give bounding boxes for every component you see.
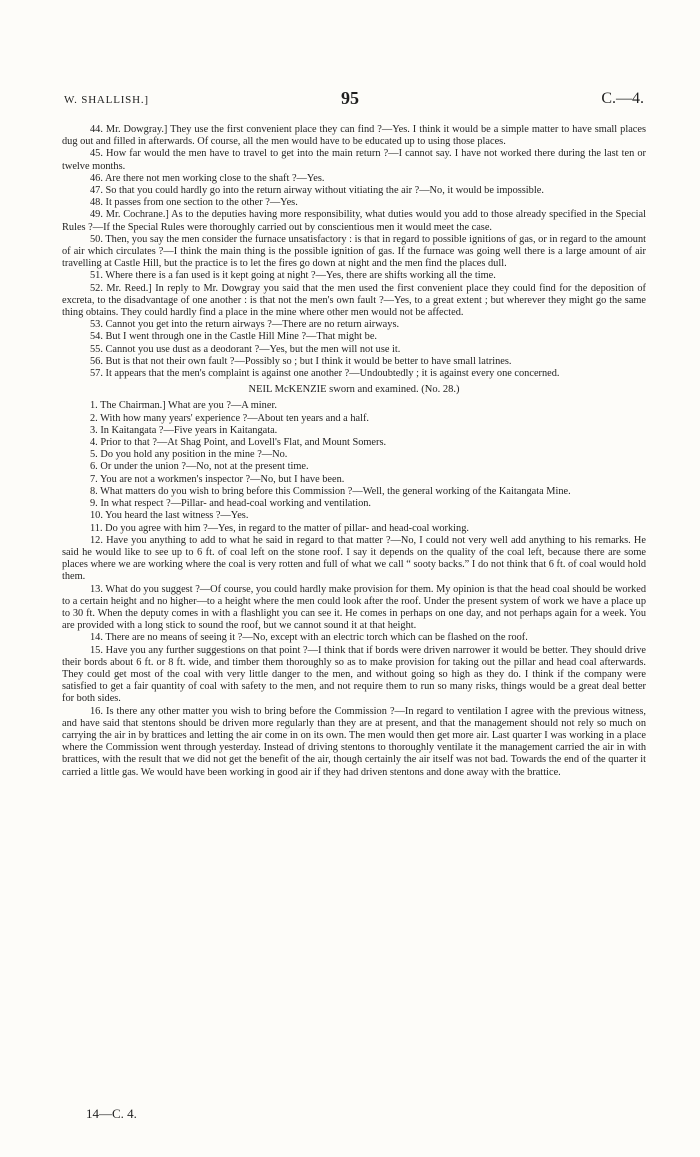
paragraph: 55. Cannot you use dust as a deodorant ?—Yes, but the men will not use it. (90, 343, 401, 355)
paragraph: 56. But is that not their own fault ?—Possibly so ; but I think it would be better to have small latrines. (90, 355, 512, 367)
paragraph: 3. In Kaitangata ?—Five years in Kaitangata. (90, 424, 278, 436)
paragraph: 6. Or under the union ?—No, not at the present time. (90, 461, 309, 473)
page-header (56, 88, 644, 114)
questions-section-2 (62, 400, 646, 778)
paragraph: 45. How far would the men have to travel to get into the main return ?—I cannot say. I have not worked there during the last ten or twelve months. (62, 148, 646, 172)
paper-reference: C.—4. (601, 90, 644, 107)
witness-heading: NEIL McKENZIE sworn and examined. (No. 28.) (248, 384, 460, 396)
signature-mark: 14—C. 4. (86, 1106, 137, 1121)
running-head: W. SHALLISH.] (64, 94, 149, 106)
paragraph: 52. Mr. Reed.] In reply to Mr. Dowgray you said that the men used the first convenient place they could find for the deposition of excreta, to the disadvantage of one another : is that not the men's own fault ?—Yes, to a great extent ; but wherever they might go the same thing obtains. They could hardly find a place in the mine where other men would not be affected. (62, 282, 646, 319)
paragraph: 53. Cannot you get into the return airways ?—There are no return airways. (90, 319, 400, 331)
paragraph: 16. Is there any other matter you wish to bring before the Commission ?—In regard to ventilation I agree with the previous witness, and have said that stentons should be driven more regularly than they are at present, and that the management should not rely so much on carrying the air in by brattices and letting the air come in on its own. The men would then get more air. Last quarter I was working in a place where the Commission went through yesterday. Instead of driving stentons to thoroughly ventilate it the management carried the air in with brattices, with the result that we did not get the benefit of the air, though certainly the air itself was not bad. Towards the end of the quarter it carried a little gas. We would have been working in good air if they had driven stentons and done away with the brattice. (62, 705, 646, 778)
paragraph: 51. Where there is a fan used is it kept going at night ?—Yes, there are shifts working all the time. (90, 270, 496, 282)
paragraph: 49. Mr. Cochrane.] As to the deputies having more responsibility, what duties would you add to those already specified in the Special Rules ?—If the Special Rules were thoroughly carried out by conscientious men it would meet the case. (62, 209, 646, 233)
paragraph: 46. Are there not men working close to the shaft ?—Yes. (90, 172, 325, 184)
paragraph: 5. Do you hold any position in the mine ?—No. (90, 449, 288, 461)
paragraph: 13. What do you suggest ?—Of course, you could hardly make provision for them. My opinion is that the head coal should be worked to a certain height and no higher—to a height where the men could look after the roof. Under the present system of work we have a place up to 30 ft. When the deputy comes in with a flashlight you can see it. He comes in perhaps on one day, and not perhaps again for a week. You are provided with a long stick to sound the roof, but we cannot sound it at that height. (62, 583, 646, 632)
paragraph: 11. Do you agree with him ?—Yes, in regard to the matter of pillar- and head-coal working. (90, 522, 469, 534)
paragraph: 8. What matters do you wish to bring before this Commission ?—Well, the general working of the Kaitangata Mine. (90, 485, 571, 497)
page-number: 95 (341, 88, 359, 108)
paragraph: 9. In what respect ?—Pillar- and head-coal working and ventilation. (90, 498, 371, 510)
page-body (62, 124, 646, 779)
paragraph: 1. The Chairman.] What are you ?—A miner. (90, 400, 277, 412)
paragraph: 14. There are no means of seeing it ?—No, except with an electric torch which can be flashed on the roof. (90, 632, 528, 644)
paragraph: 15. Have you any further suggestions on that point ?—I think that if bords were driven narrower it would be better. They should drive their bords about 6 ft. or 8 ft. wide, and timber them thoroughly so as to make provision for taking out the pillar and head coal afterwards. They could get most of the coal with very little danger to the men, and without going so high as they do. I think if the company were satisfied to get a fair quantity of coal with safety to the men, and not require them to run so many risks, things would be a great deal better for both sides. (62, 644, 646, 705)
paragraph: 2. With how many years' experience ?—About ten years and a half. (90, 412, 370, 424)
paragraph: 50. Then, you say the men consider the furnace unsatisfactory : is that in regard to possible ignitions of gas, or in regard to the amount of air which circulates ?—I think the main thing is the possible ignition of gas. If the furnace was going well there is a large amount of air travelling at Castle Hill, but the practice is to let the fires go down at night and the men find the places dull. (62, 233, 646, 270)
paragraph: 54. But I went through one in the Castle Hill Mine ?—That might be. (90, 331, 377, 343)
paragraph: 10. You heard the last witness ?—Yes. (90, 510, 249, 522)
paragraph: 4. Prior to that ?—At Shag Point, and Lovell's Flat, and Mount Somers. (90, 437, 387, 449)
paragraph: 12. Have you anything to add to what he said in regard to that matter ?—No, I could not very well add anything to his remarks. He said he would like to see up to 6 ft. of coal left on the stone roof. I say it depends on the quality of the coal left, because there are some places where we are working where the coal is very rotten and full of what we call “ sooty backs.” I do not think that 6 ft. of coal would hold them. (62, 534, 646, 583)
paragraph: 57. It appears that the men's complaint is against one another ?—Undoubtedly ; it is against every one concerned. (90, 368, 560, 380)
questions-section-1 (62, 124, 646, 380)
paragraph: 47. So that you could hardly go into the return airway without vitiating the air ?—No, it would be impossible. (90, 185, 544, 197)
paragraph: 7. You are not a workmen's inspector ?—No, but I have been. (90, 473, 345, 485)
paragraph: 44. Mr. Dowgray.] They use the first convenient place they can find ?—Yes. I think it would be a simple matter to have small places dug out and filled in afterwards. Of course, all the men would have to be educated up to using those places. (62, 124, 646, 148)
paragraph: 48. It passes from one section to the other ?—Yes. (90, 197, 298, 209)
